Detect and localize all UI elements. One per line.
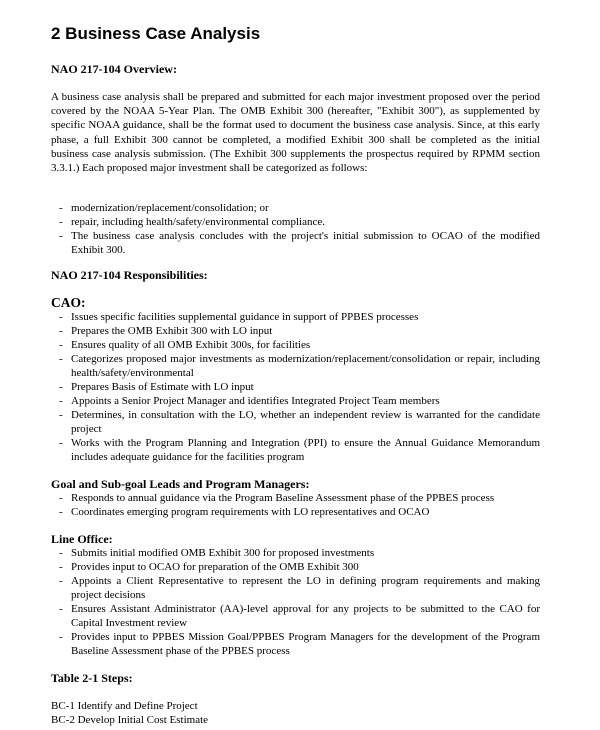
list-item: - modernization/replacement/consolidation; or [58,201,540,215]
cao-list [58,310,540,464]
list-item: - Coordinates emerging program requirements with LO representatives and OCAO [58,505,540,519]
list-item: - Ensures Assistant Administrator (AA)-level approval for any projects to be submitted to the CAO for Capital Investment review [58,602,540,630]
list-item: - Provides input to OCAO for preparation of the OMB Exhibit 300 [58,560,540,574]
overview-list [58,201,540,257]
list-item: - Appoints a Senior Project Manager and identifies Integrated Project Team members [58,394,540,408]
overview-heading: NAO 217-104 Overview: [51,62,177,76]
responsibilities-heading: NAO 217-104 Responsibilities: [51,268,208,282]
list-item: - Works with the Program Planning and Integration (PPI) to ensure the Annual Guidance Memorandum includes adequate guidance for the facilities program [58,436,540,464]
list-item: - Provides input to PPBES Mission Goal/PPBES Program Managers for the development of the Program Baseline Assessment phase of the PPBES process [58,630,540,658]
list-item: - Responds to annual guidance via the Program Baseline Assessment phase of the PPBES process [58,491,540,505]
list-item: - Ensures quality of all OMB Exhibit 300s, for facilities [58,338,540,352]
list-item: - The business case analysis concludes with the project's initial submission to OCAO of the modified Exhibit 300. [58,229,540,257]
list-item: - Categorizes proposed major investments as modernization/replacement/consolidation or repair, including health/safety/environmental [58,352,540,380]
list-item: - repair, including health/safety/environmental compliance. [58,215,540,229]
line-office-list [58,546,540,658]
line-office-heading: Line Office: [51,532,113,546]
list-item: - Issues specific facilities supplemental guidance in support of PPBES processes [58,310,540,324]
list-item: - Submits initial modified OMB Exhibit 300 for proposed investments [58,546,540,560]
list-item: - Prepares the OMB Exhibit 300 with LO input [58,324,540,338]
goal-leads-list [58,491,540,519]
goal-leads-heading: Goal and Sub-goal Leads and Program Managers: [51,477,310,491]
list-item: BC-2 Develop Initial Cost Estimate [51,714,209,726]
list-item: - Appoints a Client Representative to represent the LO in defining program requirements and making project decisions [58,574,540,602]
cao-heading: CAO: [51,295,86,310]
steps-heading: Table 2-1 Steps: [51,671,133,685]
overview-paragraph: A business case analysis shall be prepared and submitted for each major investment proposed over the period covered by the NOAA 5-Year Plan. The OMB Exhibit 300 (hereafter, "Exhibit 300"), as supplemented by specific NOAA guidance, shall be the format used to document the business case analysis. Since, at this early phase, a full Exhibit 300 cannot be completed, a modified Exhibit 300 shall be completed as the initial business case analysis submission. (The Exhibit 300 supplements the prospectus required by RPMM section 3.3.1.) Each proposed major investment shall be categorized as follows: [51,91,540,175]
steps-list [51,699,208,727]
section-title: 2 Business Case Analysis [51,24,261,43]
list-item: - Determines, in consultation with the LO, whether an independent review is warranted for the candidate project [58,408,540,436]
list-item: - Prepares Basis of Estimate with LO input [58,380,540,394]
list-item: BC-1 Identify and Define Project [51,700,198,712]
